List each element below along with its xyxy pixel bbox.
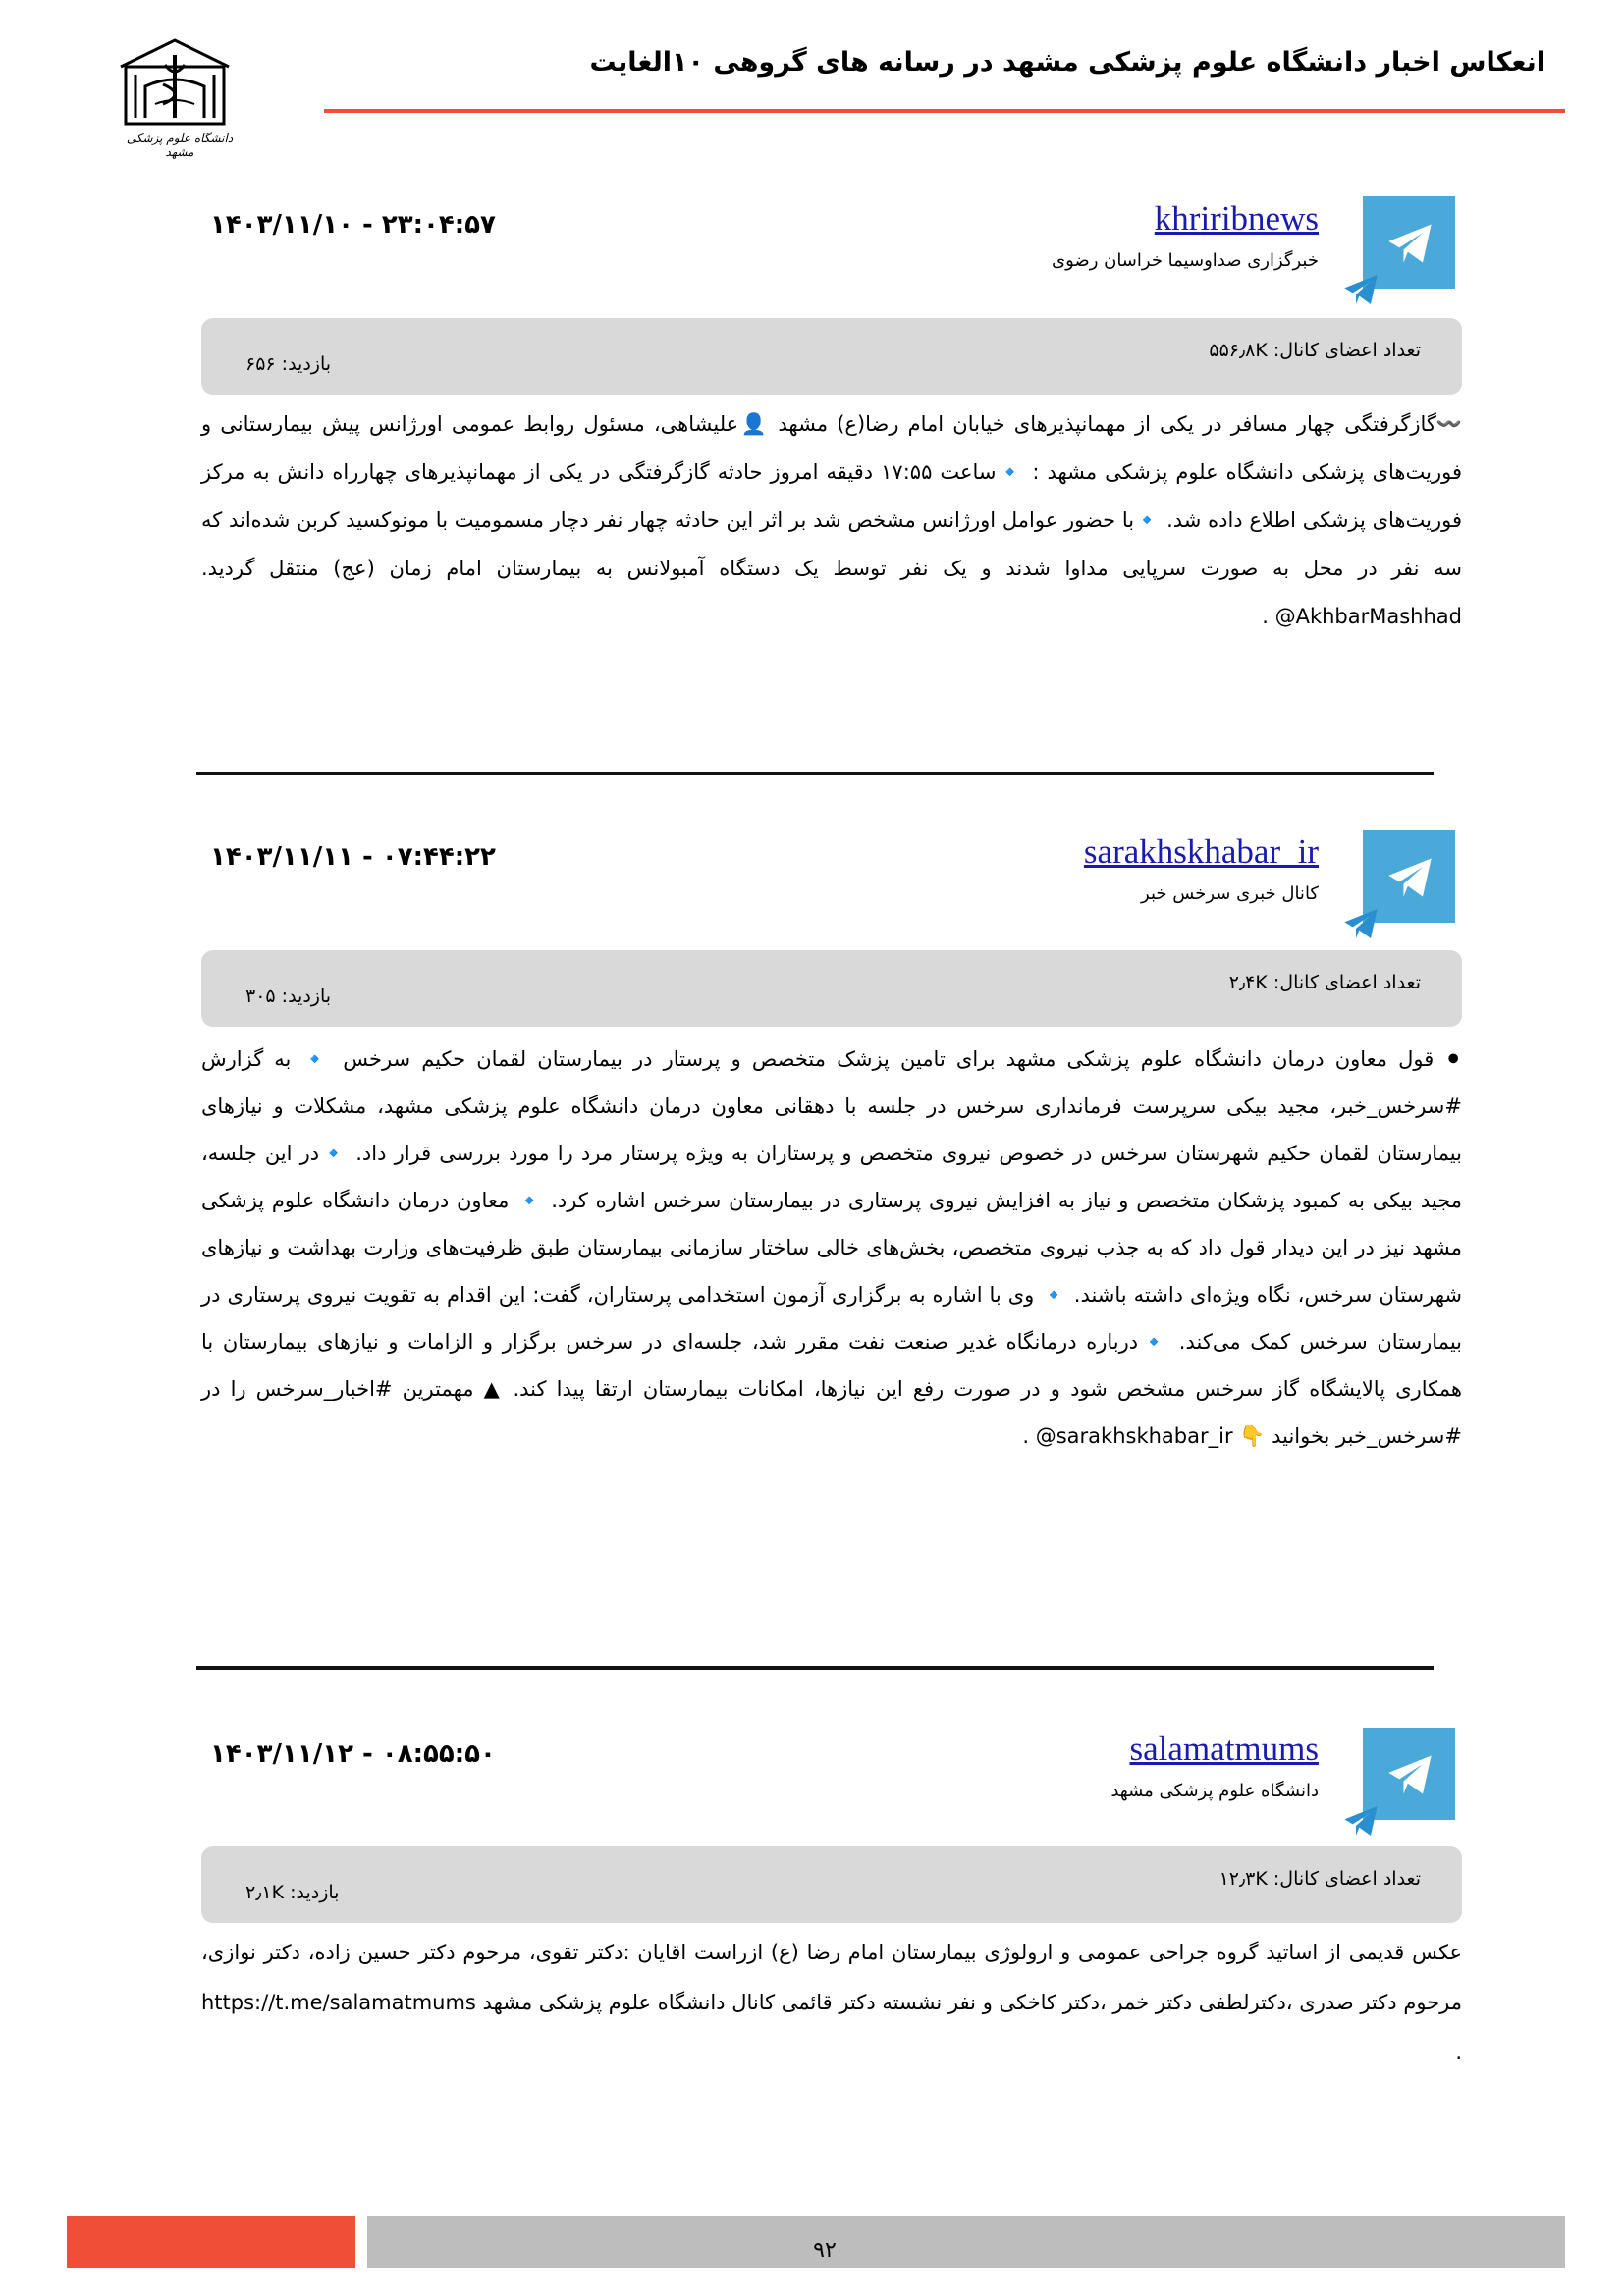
logo-caption: دانشگاه علوم پزشکی مشهد [126,132,234,159]
views-count: بازدید: ۳۰۵ [245,986,332,1007]
footer-accent-bar [67,2216,355,2268]
channel-stats-bar [201,318,1462,395]
telegram-plane-icon [1384,852,1435,903]
header-divider [324,109,1565,113]
channel-stats-bar [201,950,1462,1027]
post-body: عکس قدیمی از اساتید گروه جراحی عمومی و ارولوژی بیمارستان امام رضا (ع) ازراست اقایان :دکتر تقوی، مرحوم دکتر حسین زاده، دکتر نوازی، مرحوم دکتر صدری ،دکترلطفی دکتر خمر ،دکتر کاخکی و نفر نشسته دکتر قائمی کانال دانشگاه علوم پزشکی مشهد https://t.me/salamatmums . [201,1941,1462,2064]
post-datetime: ۲۳:۰۴:۵۷ - ۱۴۰۳/۱۱/۱۰ [210,210,496,240]
post-body: 〰️گازگرفتگی چهار مسافر در یکی از مهمانپذیرهای خیابان امام رضا(ع) مشهد 👤علیشاهی، مسئول روابط عمومی اورژانس پیش بیمارستانی و فوریت‌های پزشکی دانشگاه علوم پزشکی مشهد : 🔹ساعت ۱۷:۵۵ دقیقه امروز حادثه گازگرفتگی در یکی از مهمانپذیرهای چهارراه دانش به مرکز فوریت‌های پزشکی اطلاع داده شد. 🔹با حضور عوامل اورژانس مشخص شد بر اثر این حادثه چهار نفر دچار مسمومیت با مونوکسید کربن شده‌اند که سه نفر در محل به صورت سرپایی مداوا شدند و یک نفر توسط یک دستگاه آمبولانس به بیمارستان امام زمان (عج) منتقل گردید. AkhbarMashhad@ . [201,412,1462,628]
telegram-plane-icon [1384,218,1435,269]
telegram-plane-icon [1384,1749,1435,1800]
post-separator [196,772,1434,775]
members-count: تعداد اعضای کانال: ۲٫۴K [1228,972,1421,993]
channel-name-link[interactable]: sarakhskhabar_ir [1083,832,1319,871]
post-separator [196,1666,1434,1670]
university-logo [116,35,244,163]
members-count: تعداد اعضای کانال: ۵۵۶٫۸K [1209,340,1421,361]
channel-name-link[interactable]: salamatmums [1129,1730,1319,1768]
channel-name-link[interactable]: khriribnews [1154,199,1319,238]
post-datetime: ۰۸:۵۵:۵۰ - ۱۴۰۳/۱۱/۱۲ [210,1739,496,1769]
members-count: تعداد اعضای کانال: ۱۲٫۳K [1218,1868,1421,1890]
channel-subtitle: کانال خبری سرخس خبر [1141,883,1319,904]
post-body: ⚫ قول معاون درمان دانشگاه علوم پزشکی مشهد برای تامین پزشک متخصص و پرستار در بیمارستان لقمان حکیم سرخس 🔹 به گزارش #سرخس_خبر، مجید بیکی سرپرست فرمانداری سرخس در جلسه با دهقانی معاون درمان دانشگاه علوم پزشکی مشهد، مشکلات و نیازهای بیمارستان لقمان حکیم شهرستان سرخس در خصوص نیروی متخصص و پرستاران به ویژه پرستار مرد را مورد بررسی قرار داد. 🔹در این جلسه، مجید بیکی به کمبود پزشکان متخصص و نیاز به افزایش نیروی پرستاری در بیمارستان سرخس اشاره کرد. 🔹 معاون درمان دانشگاه علوم پزشکی مشهد نیز در این دیدار قول داد که به جذب نیروی متخصص، بخش‌های خالی ساختار سازمانی بیمارستان طبق ظرفیت‌های وزارت بهداشت و نیازهای شهرستان سرخس، نگاه ویژه‌ای داشته باشند. 🔹 وی با اشاره به برگزاری آزمون استخدامی پرستاران، گفت: این اقدام به تقویت نیروی پرستاری در بیمارستان سرخس کمک می‌کند. 🔹درباره درمانگاه غدیر صنعت نفت مقرر شد، جلسه‌ای در سرخس برگزار و الزامات و نیازهای بیمارستان با همکاری پالایشگاه گاز سرخس مشخص شود و در صورت رفع این نیازها، امکانات بیمارستان ارتقا پیدا کند. ▲ مهمترین #اخبار_سرخس را در #سرخس_خبر بخوانید 👇 sarakhskhabar_ir@ . [201,1047,1462,1448]
post-datetime: ۰۷:۴۴:۲۲ - ۱۴۰۳/۱۱/۱۱ [210,842,496,872]
telegram-icon [1341,1801,1380,1841]
page-number: ۹۲ [813,2238,837,2263]
channel-subtitle: خبرگزاری صداوسیما خراسان رضوی [1052,250,1319,271]
telegram-icon [1341,270,1380,309]
channel-subtitle: دانشگاه علوم پزشکی مشهد [1110,1781,1319,1801]
views-count: بازدید: ۶۵۶ [245,353,332,375]
views-count: بازدید: ۲٫۱K [245,1882,340,1903]
telegram-icon [1341,904,1380,943]
page-title: انعکاس اخبار دانشگاه علوم پزشکی مشهد در رسانه های گروهی ۱۰الغایت [589,47,1545,78]
footer-bar [367,2216,1565,2268]
channel-stats-bar [201,1846,1462,1923]
